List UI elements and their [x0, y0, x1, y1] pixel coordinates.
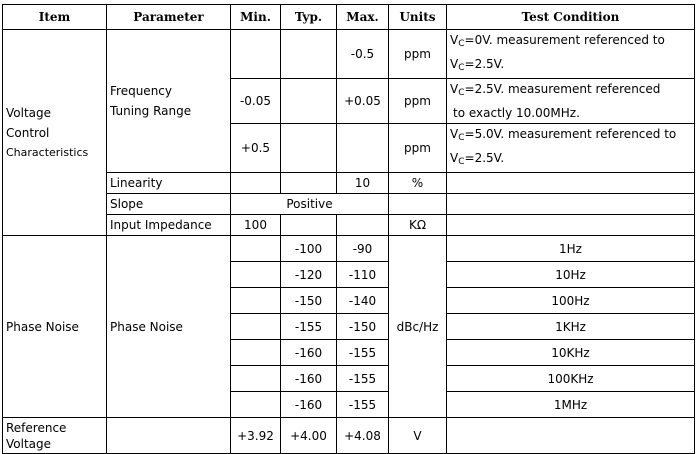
reference-voltage-item-line1: Reference [6, 420, 67, 435]
slope-value: Positive [231, 194, 389, 215]
input-impedance-label: Input Impedance [107, 215, 231, 236]
table-row [3, 30, 695, 79]
cell-units: ppm [389, 30, 447, 79]
cond-var-sub: C [458, 157, 465, 167]
cond-var-sub: C [458, 39, 465, 49]
cond-var-sub: C [458, 88, 465, 98]
header-row [3, 5, 695, 30]
cell-units: V [389, 418, 447, 454]
cell-max: -155 [337, 340, 389, 366]
cond-var: V [450, 33, 459, 47]
voltage-control-item-line2: Control [6, 125, 50, 140]
header-test-condition: Test Condition [447, 5, 695, 30]
cell-typ: -160 [281, 340, 337, 366]
cell-test-condition: 10KHz [447, 340, 695, 366]
cell-max [337, 124, 389, 173]
cell-units: ppm [389, 124, 447, 173]
frequency-tuning-label-line2: Tuning Range [110, 104, 192, 118]
cell-typ [281, 215, 337, 236]
cell-typ: -120 [281, 262, 337, 288]
cell-typ: -160 [281, 392, 337, 418]
cond-text: =2.5V. [464, 151, 505, 165]
voltage-control-item [3, 30, 107, 236]
table-row [3, 418, 695, 454]
voltage-control-item-line3: Characteristics [6, 145, 89, 159]
cell-max: +4.08 [337, 418, 389, 454]
cell-test-condition [447, 79, 695, 124]
cell-units [389, 194, 447, 215]
cell-test-condition: 10Hz [447, 262, 695, 288]
header-units: Units [389, 5, 447, 30]
phase-noise-units: dBc/Hz [389, 236, 447, 418]
reference-voltage-item [3, 418, 107, 454]
reference-voltage-item-line2: Voltage [6, 436, 52, 451]
cell-min [231, 262, 281, 288]
cell-min [231, 314, 281, 340]
cell-max: +0.05 [337, 79, 389, 124]
cell-test-condition [447, 173, 695, 194]
cell-max: 10 [337, 173, 389, 194]
cell-typ: +4.00 [281, 418, 337, 454]
cond-var-sub: C [458, 133, 465, 143]
cell-min [231, 366, 281, 392]
phase-noise-parameter: Phase Noise [107, 236, 231, 418]
table-row [3, 215, 695, 236]
cond-text: to exactly 10.00MHz. [453, 106, 580, 120]
cell-min: +3.92 [231, 418, 281, 454]
cell-max: -155 [337, 366, 389, 392]
cell-max: -140 [337, 288, 389, 314]
cell-typ: -100 [281, 236, 337, 262]
cond-var: V [450, 82, 459, 96]
header-parameter: Parameter [107, 5, 231, 30]
cell-test-condition [447, 194, 695, 215]
reference-voltage-parameter [107, 418, 231, 454]
cell-min: 100 [231, 215, 281, 236]
cell-typ [281, 79, 337, 124]
cell-min [231, 30, 281, 79]
cell-max: -0.5 [337, 30, 389, 79]
cell-min: +0.5 [231, 124, 281, 173]
cell-typ [281, 30, 337, 79]
cell-min [231, 173, 281, 194]
cell-min: -0.05 [231, 79, 281, 124]
phase-noise-item: Phase Noise [3, 236, 107, 418]
cond-var: V [450, 151, 459, 165]
frequency-tuning-label [107, 30, 231, 173]
cell-max: -155 [337, 392, 389, 418]
cell-min [231, 392, 281, 418]
header-max: Max. [337, 5, 389, 30]
cell-test-condition: 100Hz [447, 288, 695, 314]
linearity-label: Linearity [107, 173, 231, 194]
cell-max: -110 [337, 262, 389, 288]
cell-max: -90 [337, 236, 389, 262]
cell-typ [281, 173, 337, 194]
cell-typ [281, 124, 337, 173]
cell-test-condition [447, 124, 695, 173]
cell-test-condition [447, 30, 695, 79]
cell-typ: -160 [281, 366, 337, 392]
header-min: Min. [231, 5, 281, 30]
cell-typ: -155 [281, 314, 337, 340]
spec-table [2, 4, 695, 454]
slope-label: Slope [107, 194, 231, 215]
cond-var: V [450, 127, 459, 141]
cell-typ: -150 [281, 288, 337, 314]
cond-text: =2.5V. [464, 57, 505, 71]
cell-test-condition: 1KHz [447, 314, 695, 340]
cell-test-condition: 1MHz [447, 392, 695, 418]
table-row [3, 194, 695, 215]
table-row [3, 236, 695, 262]
cell-units: ppm [389, 79, 447, 124]
cond-text: =2.5V. measurement referenced [464, 82, 661, 96]
cell-test-condition [447, 418, 695, 454]
cond-var: V [450, 57, 459, 71]
cell-units: KΩ [389, 215, 447, 236]
header-item: Item [3, 5, 107, 30]
cell-min [231, 288, 281, 314]
cell-min [231, 340, 281, 366]
cell-test-condition [447, 215, 695, 236]
header-typ: Typ. [281, 5, 337, 30]
cell-min [231, 236, 281, 262]
cell-max: -150 [337, 314, 389, 340]
cond-var-sub: C [458, 63, 465, 73]
voltage-control-item-line1: Voltage [6, 105, 52, 120]
frequency-tuning-label-line1: Frequency [110, 84, 172, 98]
cell-test-condition: 1Hz [447, 236, 695, 262]
table-row [3, 173, 695, 194]
cell-max [337, 215, 389, 236]
cond-text: =5.0V. measurement referenced to [464, 127, 677, 141]
cell-units: % [389, 173, 447, 194]
cell-test-condition: 100KHz [447, 366, 695, 392]
cond-text: =0V. measurement referenced to [464, 33, 665, 47]
